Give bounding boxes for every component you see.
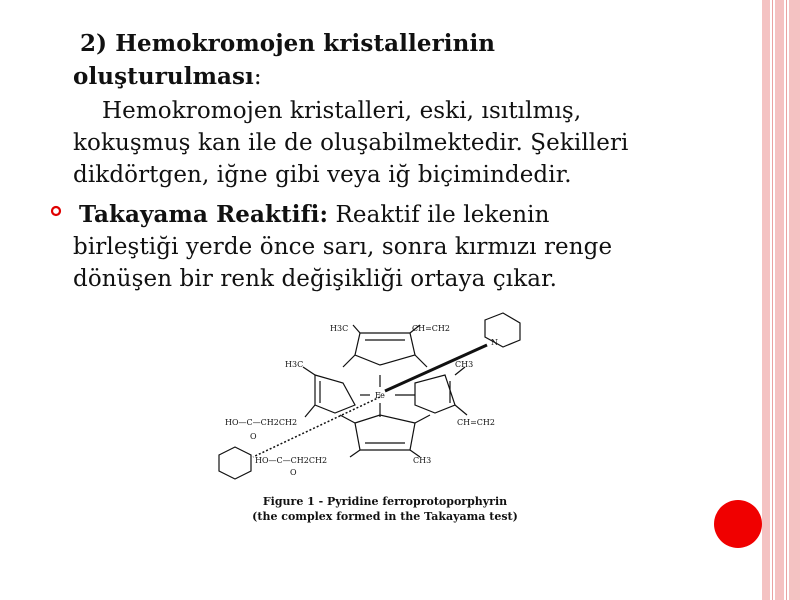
bullet-line-3: dönüşen bir renk değişikliği ortaya çıkar. [73, 266, 558, 292]
figure-caption-2: (the complex formed in the Takayama test) [252, 510, 518, 523]
heading-number: 2) [80, 30, 116, 57]
heading-line-2 [73, 63, 262, 90]
label-h3c-top: H3C [330, 324, 349, 333]
heading-colon: : [253, 64, 262, 90]
bullet-label: Takayama Reaktifi: [79, 201, 329, 228]
pyridine-ring-bottom [219, 447, 251, 479]
heading-title-part2: oluşturulması [73, 63, 254, 90]
label-ch-ch2-top: CH=CH2 [412, 324, 450, 333]
label-ch-ch2-right: CH=CH2 [457, 418, 495, 427]
bullet-ring-icon [50, 205, 62, 217]
heading-line-1 [80, 30, 495, 57]
paragraph-line-3: dikdörtgen, iğne gibi veya iğ biçimindedir. [73, 162, 572, 188]
porphyrin-diagram [215, 305, 555, 530]
heading-title-part1: Hemokromojen kristallerinin [115, 30, 496, 57]
pyrrole-top [355, 333, 415, 365]
paragraph-line-1: Hemokromojen kristalleri, eski, ısıtılmış, [102, 98, 582, 124]
pyrrole-left [315, 375, 355, 413]
decor-stripe-line-1 [772, 0, 773, 600]
decor-stripe-line-2 [786, 0, 787, 600]
label-ch3-right: CH3 [455, 360, 474, 369]
chemical-structure-figure [215, 305, 555, 530]
decor-stripe-1 [762, 0, 770, 600]
pyrrole-bottom [355, 415, 415, 450]
figure-caption-1: Figure 1 - Pyridine ferroprotoporphyrin [262, 495, 508, 508]
label-n-pyridine: N [491, 338, 498, 347]
red-circle-decoration [714, 500, 762, 548]
label-h3c-left: H3C [285, 360, 304, 369]
decor-stripe-3 [789, 0, 800, 600]
paragraph-line-2: kokuşmuş kan ile de oluşabilmektedir. Şekilleri [73, 130, 629, 156]
label-ho-c-left: HO—C—CH2CH2 [225, 418, 298, 427]
bullet-line-2: birleştiği yerde önce sarı, sonra kırmızı renge [73, 234, 613, 260]
bullet-line-1 [79, 201, 550, 228]
label-ho-c-bottom: HO—C—CH2CH2 [255, 456, 328, 465]
label-o-left: O [250, 432, 257, 441]
label-fe: Fe [375, 391, 385, 400]
label-ch3-bottom: CH3 [413, 456, 432, 465]
decor-stripe-2 [775, 0, 784, 600]
label-o-bottom: O [290, 468, 297, 477]
pyrrole-right [415, 375, 455, 413]
bullet-text-1: Reaktif ile lekenin [328, 202, 550, 228]
